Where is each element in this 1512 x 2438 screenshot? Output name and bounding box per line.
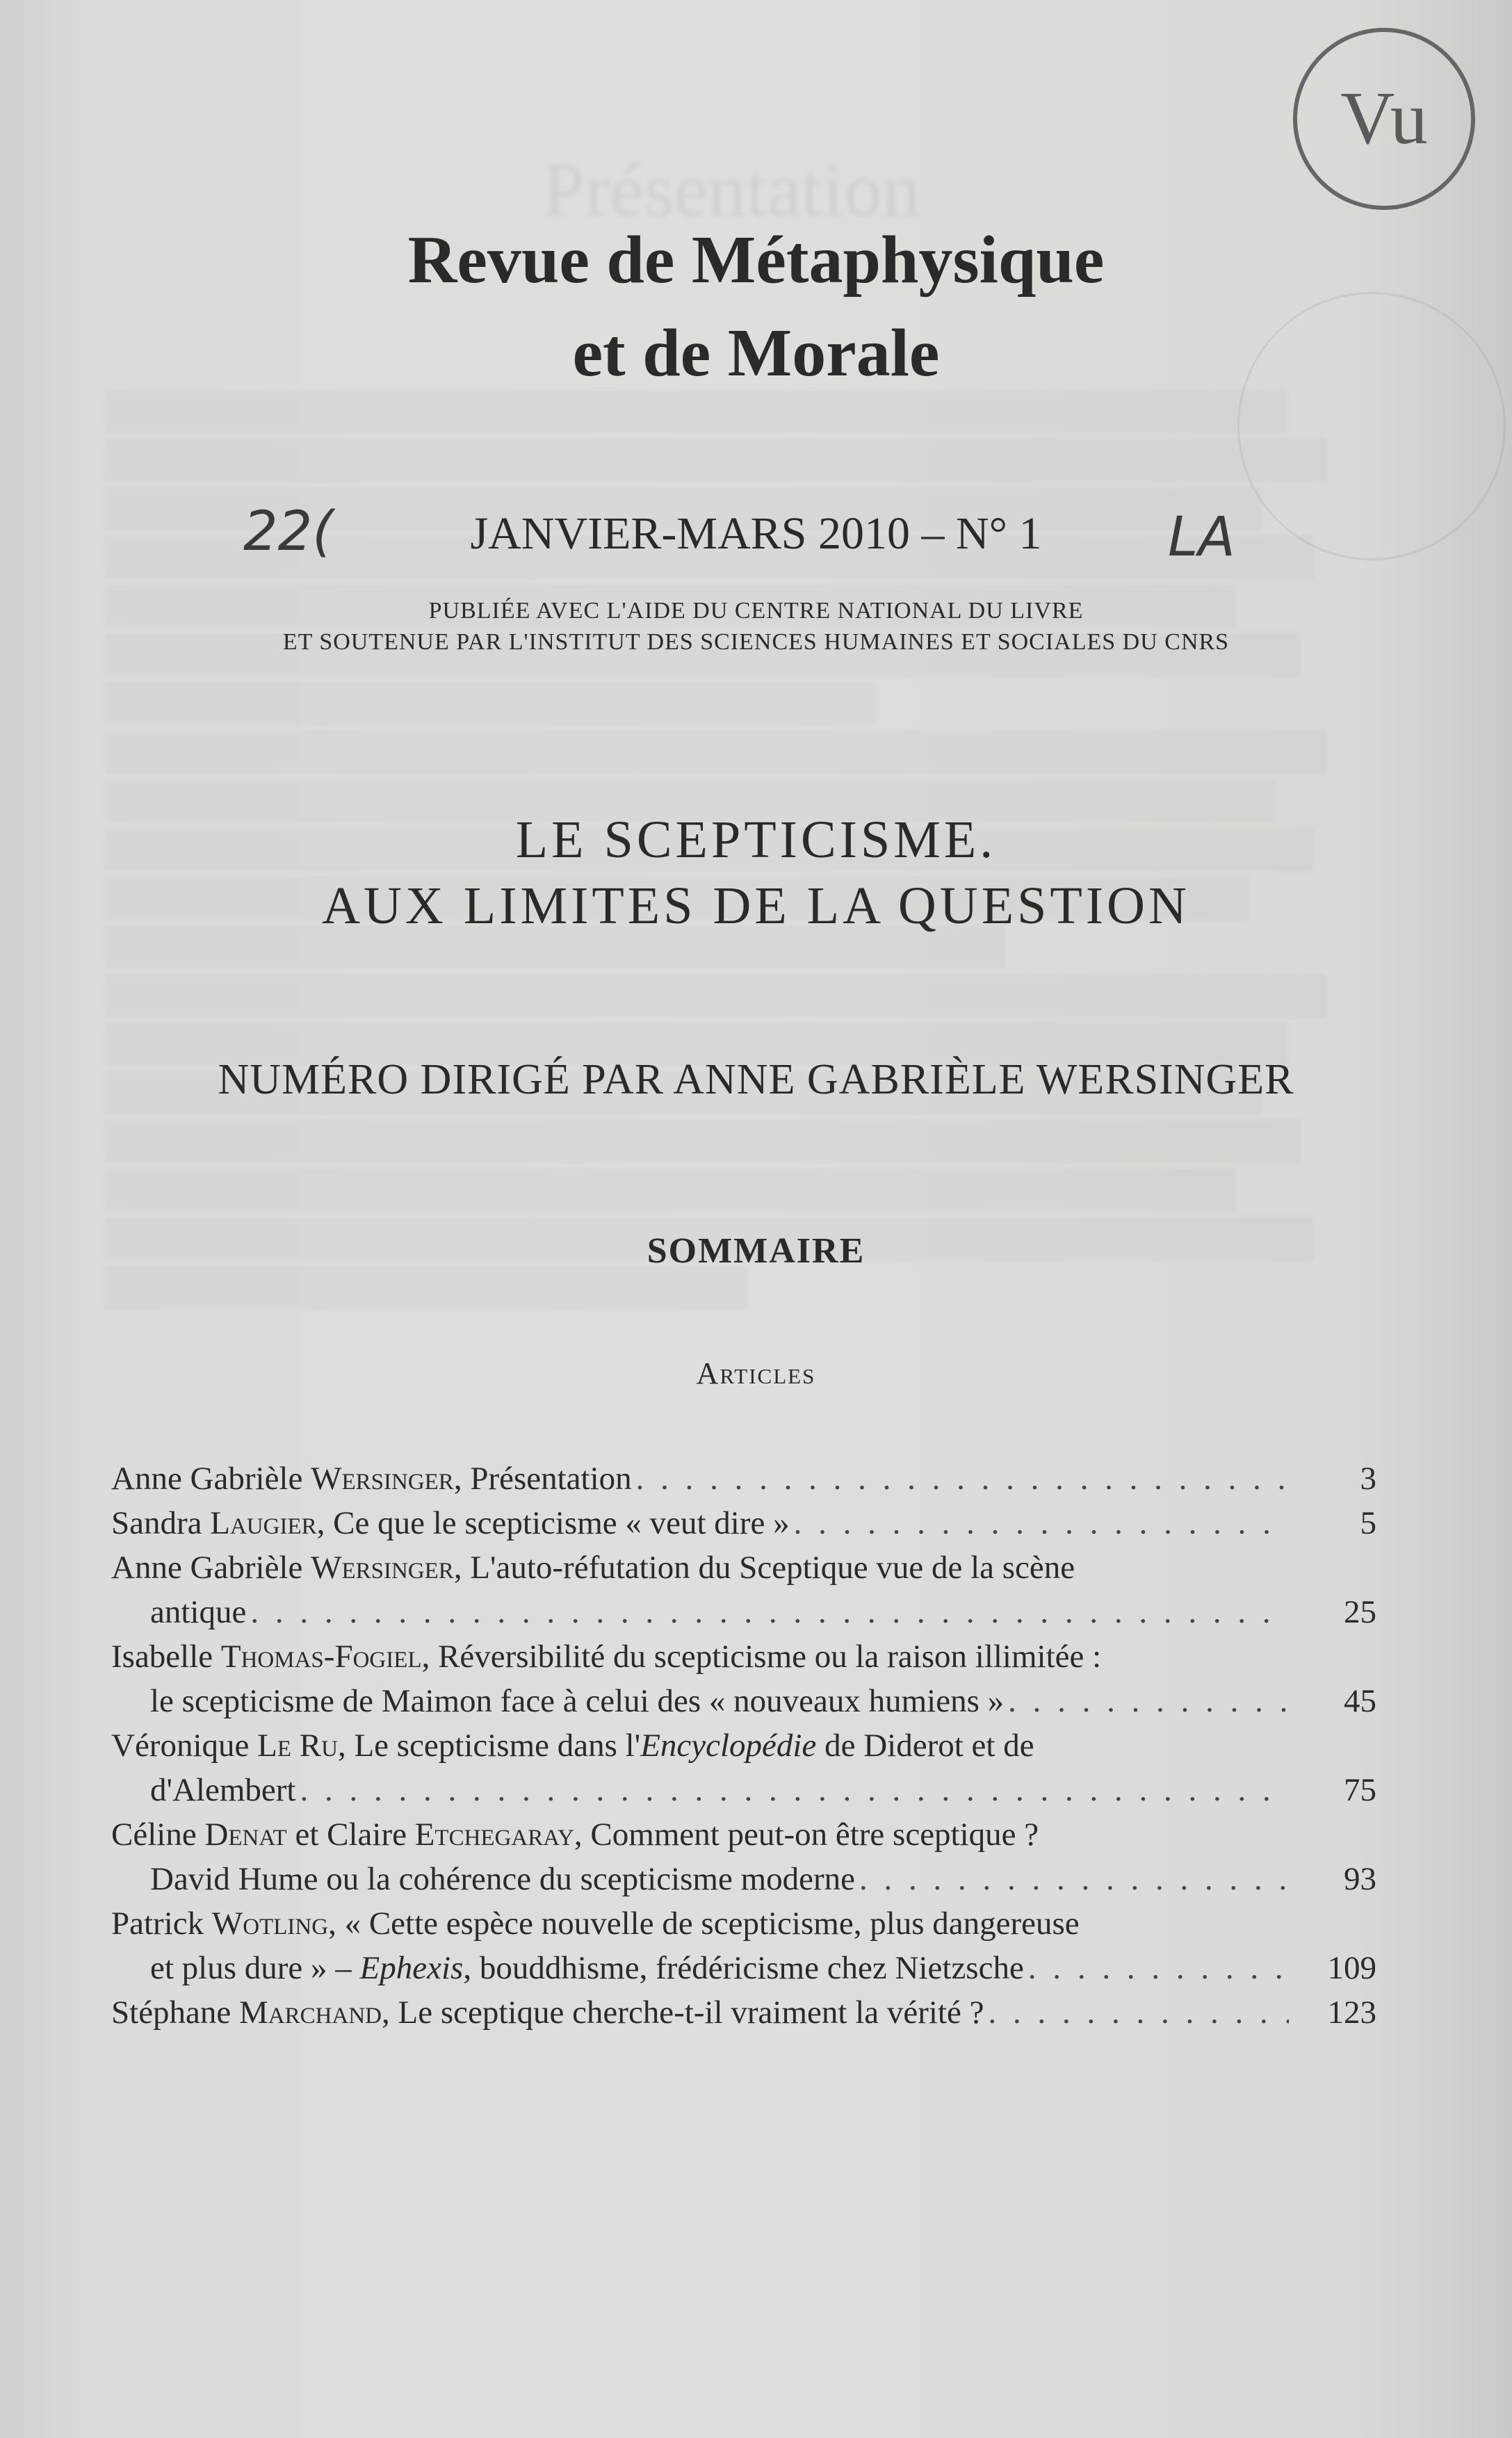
- page-number: 93: [1344, 1861, 1376, 1897]
- article-title-italic: Encyclopédie: [640, 1728, 817, 1764]
- toc-entry-continuation: [111, 1946, 1376, 1990]
- article-title-cont: antique: [150, 1594, 247, 1630]
- bleed-through-text: Présentation: [542, 147, 920, 232]
- leader-dots: [250, 1590, 1289, 1634]
- toc-entry: [111, 1990, 1376, 2035]
- author-first: Patrick: [111, 1905, 212, 1942]
- issue-date: JANVIER-MARS 2010 – N° 1: [470, 508, 1042, 559]
- author-first: Sandra: [111, 1505, 211, 1541]
- article-title: , « Cette espèce nouvelle de scepticisme, plus dangereuse: [328, 1905, 1080, 1942]
- article-title: , Comment peut-on être sceptique ?: [574, 1817, 1039, 1853]
- page-number: 3: [1360, 1461, 1376, 1497]
- journal-title-line-1: Revue de Métaphysique: [407, 222, 1105, 298]
- toc-entry-continuation: [111, 1768, 1376, 1812]
- page-number: 25: [1344, 1594, 1376, 1630]
- toc-entry-line: [111, 1634, 1376, 1679]
- support-line-1: PUBLIÉE AVEC L'AIDE DU CENTRE NATIONAL DU LIVRE: [428, 598, 1084, 624]
- article-title-cont: d'Alembert: [150, 1772, 296, 1808]
- article-title: , Réversibilité du scepticisme ou la raison illimitée :: [421, 1639, 1102, 1675]
- toc-entry-line: [111, 1545, 1376, 1590]
- table-of-contents: [111, 1456, 1376, 2035]
- author-last: Thomas-Fogiel: [220, 1639, 422, 1675]
- author-first: Anne Gabrièle: [111, 1550, 311, 1586]
- toc-entry-continuation: [111, 1590, 1376, 1634]
- author-last: Laugier: [210, 1505, 317, 1541]
- stamp-text: Vu: [1340, 77, 1428, 160]
- articles-section-heading: Articles: [696, 1356, 816, 1390]
- article-title: , Le scepticisme dans l': [337, 1728, 641, 1764]
- page-number: 123: [1327, 1994, 1376, 2031]
- toc-entry-line: [111, 1901, 1376, 1946]
- sommaire-heading: SOMMAIRE: [647, 1231, 865, 1271]
- toc-entry: [111, 1456, 1376, 1501]
- article-title: , L'auto-réfutation du Sceptique vue de la scène: [453, 1550, 1075, 1586]
- author-first: Céline: [111, 1817, 205, 1853]
- author-last: Marchand: [239, 1994, 382, 2031]
- leader-dots: [988, 1990, 1289, 2035]
- author-first: Isabelle: [111, 1639, 221, 1675]
- toc-entry-line: [111, 1812, 1376, 1857]
- article-title: , Présentation: [453, 1461, 632, 1497]
- author-last: Wersinger: [311, 1461, 454, 1497]
- leader-dots: [1028, 1946, 1289, 1990]
- theme-title-line-2: AUX LIMITES DE LA QUESTION: [322, 877, 1190, 935]
- article-title-italic: Ephexis: [359, 1950, 464, 1986]
- author-last: Denat: [204, 1817, 287, 1853]
- toc-entry: [111, 1501, 1376, 1545]
- toc-entry-line: [111, 1723, 1376, 1768]
- leader-dots: [636, 1456, 1289, 1501]
- author-joiner: et Claire: [286, 1817, 415, 1853]
- page-number: 45: [1344, 1683, 1376, 1719]
- article-title-cont: et plus dure » –: [150, 1950, 360, 1986]
- handwritten-note-left: 22(: [243, 501, 334, 563]
- page-number: 5: [1360, 1505, 1376, 1541]
- theme-title-line-1: LE SCEPTICISME.: [515, 811, 997, 869]
- author-first: Véronique: [111, 1728, 258, 1764]
- author-last-2: Etchegaray: [414, 1817, 574, 1853]
- journal-title-line-2: et de Morale: [572, 316, 940, 391]
- leader-dots: [300, 1768, 1289, 1812]
- toc-entry-continuation: [111, 1679, 1376, 1723]
- article-title-cont: le scepticisme de Maimon face à celui des « nouveaux humiens »: [150, 1683, 1005, 1719]
- leader-dots: [859, 1857, 1289, 1901]
- page-number: 75: [1344, 1772, 1376, 1808]
- author-first: Stéphane: [111, 1994, 240, 2031]
- article-title: , Ce que le scepticisme « veut dire »: [316, 1505, 790, 1541]
- author-last: Wotling: [211, 1905, 329, 1942]
- article-title: , Le sceptique cherche-t-il vraiment la vérité ?: [382, 1994, 984, 2031]
- article-title-cont: David Hume ou la cohérence du scepticisme moderne: [150, 1861, 856, 1897]
- article-title-end: , bouddhisme, frédéricisme chez Nietzsche: [463, 1950, 1024, 1986]
- author-last: Le Ru: [257, 1728, 338, 1764]
- article-title-end: de Diderot et de: [816, 1728, 1034, 1764]
- vu-stamp: [1293, 28, 1475, 210]
- page-number: 109: [1327, 1950, 1376, 1986]
- leader-dots: [794, 1501, 1289, 1545]
- toc-entry-continuation: [111, 1857, 1376, 1901]
- support-line-2: ET SOUTENUE PAR L'INSTITUT DES SCIENCES HUMAINES ET SOCIALES DU CNRS: [282, 629, 1230, 655]
- leader-dots: [1008, 1679, 1289, 1723]
- issue-editor: NUMÉRO DIRIGÉ PAR ANNE GABRIÈLE WERSINGER: [218, 1056, 1294, 1103]
- author-last: Wersinger: [311, 1550, 454, 1586]
- handwritten-note-right: LA: [1168, 506, 1235, 569]
- author-first: Anne Gabrièle: [111, 1461, 311, 1497]
